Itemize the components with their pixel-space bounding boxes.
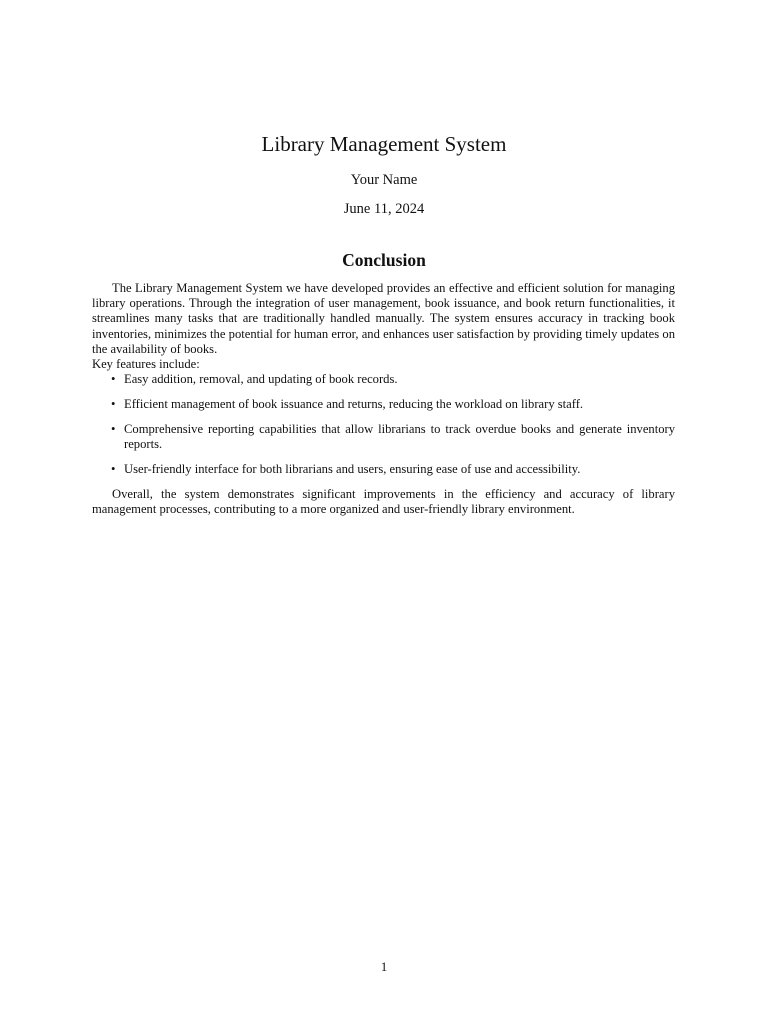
document-title: Library Management System	[261, 132, 507, 156]
key-features-label: Key features include:	[92, 357, 200, 372]
bullet-icon: •	[111, 397, 116, 412]
bullet-icon: •	[111, 421, 116, 436]
list-item	[92, 422, 675, 452]
list-item	[92, 397, 675, 412]
bullet-icon: •	[111, 372, 116, 387]
feature-text: Efficient management of book issuance and returns, reducing the workload on library staff.	[124, 397, 584, 412]
page-number: 1	[380, 960, 388, 974]
feature-text: Easy addition, removal, and updating of book records.	[124, 372, 398, 387]
feature-text: Comprehensive reporting capabilities that allow librarians to track overdue books and generate inventory reports.	[124, 421, 675, 452]
closing-paragraph: Overall, the system demonstrates significant improvements in the efficiency and accuracy of library management processes, contributing to a more organized and user-friendly library environment.	[92, 486, 675, 516]
section-heading-conclusion: Conclusion	[342, 250, 426, 270]
section-body	[92, 281, 675, 517]
bullet-icon: •	[111, 461, 116, 476]
intro-paragraph: The Library Management System we have developed provides an effective and efficient solution for managing library operations. Through the integration of user management, book issuance, and book return functionalities, it streamlines many tasks that are traditionally handled manually. The system ensures accuracy in tracking book inventories, minimizes the potential for human error, and enhances user satisfaction by providing timely updates on the availability of books.	[92, 281, 675, 356]
feature-list	[92, 372, 675, 477]
document-date: June 11, 2024	[343, 201, 425, 217]
document-author: Your Name	[350, 172, 418, 188]
list-item	[92, 462, 675, 477]
feature-text: User-friendly interface for both librarians and users, ensuring ease of use and accessibility.	[124, 461, 581, 476]
list-item	[92, 372, 675, 387]
